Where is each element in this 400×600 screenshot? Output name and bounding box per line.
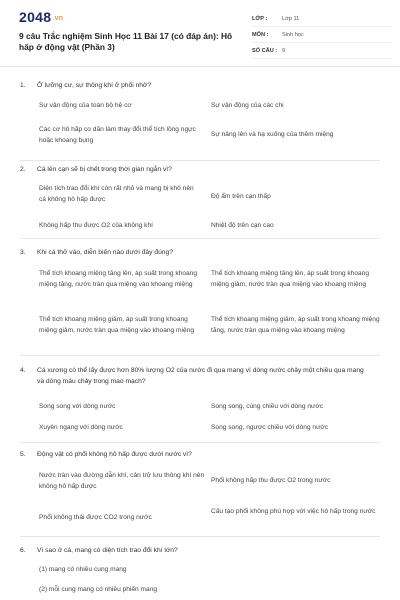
site-logo[interactable] bbox=[19, 9, 63, 25]
divider bbox=[20, 536, 380, 537]
question-number: 3. bbox=[20, 249, 26, 256]
meta-value: 9 bbox=[282, 47, 286, 54]
answer-option[interactable]: Phổi không thải được CO2 trong nước bbox=[39, 514, 152, 521]
question-header bbox=[20, 449, 380, 460]
question-text: Cá xương có thể lấy được hơn 80% lượng O2 của nước đi qua mang vì dòng nước chảy một chiều qua mang và dòng máu chảy trong mao mạch? bbox=[37, 367, 364, 385]
answer-option[interactable]: Các cơ hô hấp co dãn làm thay đổi thể tích lồng ngực hoặc khoang bụng bbox=[39, 126, 196, 144]
meta-value: Sinh học bbox=[282, 31, 304, 38]
meta-value: Lớp 11 bbox=[282, 15, 300, 22]
answer-option[interactable]: Nước tràn vào đường dẫn khí, cản trở lưu thông khí nên không hô hấp được bbox=[39, 472, 205, 490]
answer-option[interactable]: Không hấp thu được O2 của không khí bbox=[39, 222, 153, 229]
answer-option[interactable]: Cấu tạo phổi không phù hợp với việc hô hấp trong nước bbox=[211, 508, 376, 515]
logo-main: 2048 bbox=[19, 9, 52, 25]
question-number: 4. bbox=[20, 367, 26, 374]
question-text: Khi cá thở vào, diễn biến nào dưới đây đúng? bbox=[37, 249, 173, 256]
answer-option[interactable]: Sự nâng lên và hạ xuống của thềm miệng bbox=[211, 131, 334, 138]
answer-option[interactable]: Thể tích khoang miệng tăng lên, áp suất trong khoang miệng tăng, nước tràn qua miệng vào khoang miệng bbox=[39, 270, 197, 288]
meta-table bbox=[252, 11, 392, 59]
question-text: Động vật có phổi không hô hấp được dưới nước vì? bbox=[37, 451, 192, 458]
answer-option[interactable]: (2) mỗi cung mang có nhiều phiến mang bbox=[39, 586, 158, 593]
answer-option[interactable]: Thể tích khoang miệng giảm, áp suất trong khoang miệng tăng, nước tràn qua miệng vào khoang miệng bbox=[211, 316, 380, 334]
meta-label: SỐ CÂU : bbox=[252, 47, 278, 54]
answer-option[interactable]: Song song, cùng chiều với dòng nước bbox=[211, 403, 324, 410]
answer-option[interactable]: Song song, ngược chiều với dòng nước bbox=[211, 424, 329, 431]
question-number: 1. bbox=[20, 82, 26, 89]
question-text: Ở lưỡng cư, sự thông khí ở phổi nhờ? bbox=[37, 82, 152, 89]
answer-option[interactable]: Sự vận động của các chi bbox=[211, 102, 284, 109]
meta-label: MÔN : bbox=[252, 31, 269, 38]
divider bbox=[20, 355, 380, 356]
meta-row-count bbox=[252, 43, 392, 59]
meta-row-class bbox=[252, 11, 392, 27]
question-header bbox=[20, 80, 380, 91]
divider bbox=[20, 160, 380, 161]
question-number: 5. bbox=[20, 451, 26, 458]
header bbox=[0, 0, 400, 67]
answer-option[interactable]: Thể tích khoang miệng tăng lên, áp suất trong khoang miệng giảm, nước tràn qua miệng vào khoang miệng bbox=[211, 270, 369, 288]
answer-option[interactable]: (1) mang có nhiều cung mang bbox=[39, 566, 127, 573]
page-title: 9 câu Trắc nghiệm Sinh Học 11 Bài 17 (có đáp án): Hô hấp ở động vật (Phần 3) bbox=[19, 31, 233, 52]
meta-row-subject bbox=[252, 27, 392, 43]
question-text: Cá lên cạn sẽ bị chết trong thời gian ngắn vì? bbox=[37, 166, 172, 173]
answer-option[interactable]: Thể tích khoang miệng giảm, áp suất trong khoang miệng giảm, nước tràn qua miệng vào khoang miệng bbox=[39, 316, 194, 334]
answer-option[interactable]: Diện tích trao đổi khí còn rất nhỏ và mang bị khô nên cá không hô hấp được bbox=[39, 185, 194, 203]
question-header bbox=[20, 365, 380, 387]
answer-option[interactable]: Nhiệt độ trên cạn cao bbox=[211, 222, 274, 229]
answer-option[interactable]: Sự vận động của toàn bộ hệ cơ bbox=[39, 102, 132, 109]
answer-option[interactable]: Xuyên ngang với dòng nước bbox=[39, 424, 123, 431]
answer-option[interactable]: Song song với dòng nước bbox=[39, 403, 116, 410]
logo-suffix: .vn bbox=[52, 15, 64, 22]
answer-option[interactable]: Độ ẩm trên cạn thấp bbox=[211, 193, 271, 200]
divider bbox=[20, 238, 380, 239]
meta-label: LỚP : bbox=[252, 15, 268, 22]
question-header bbox=[20, 545, 380, 556]
divider bbox=[20, 442, 380, 443]
question-number: 6. bbox=[20, 547, 26, 554]
question-text: Vì sao ở cá, mang có diện tích trao đổi khí lớn? bbox=[37, 547, 178, 554]
question-header bbox=[20, 247, 380, 258]
answer-option[interactable]: Phổi không hấp thu được O2 trong nước bbox=[211, 477, 331, 484]
question-number: 2. bbox=[20, 166, 26, 173]
question-header bbox=[20, 164, 380, 175]
